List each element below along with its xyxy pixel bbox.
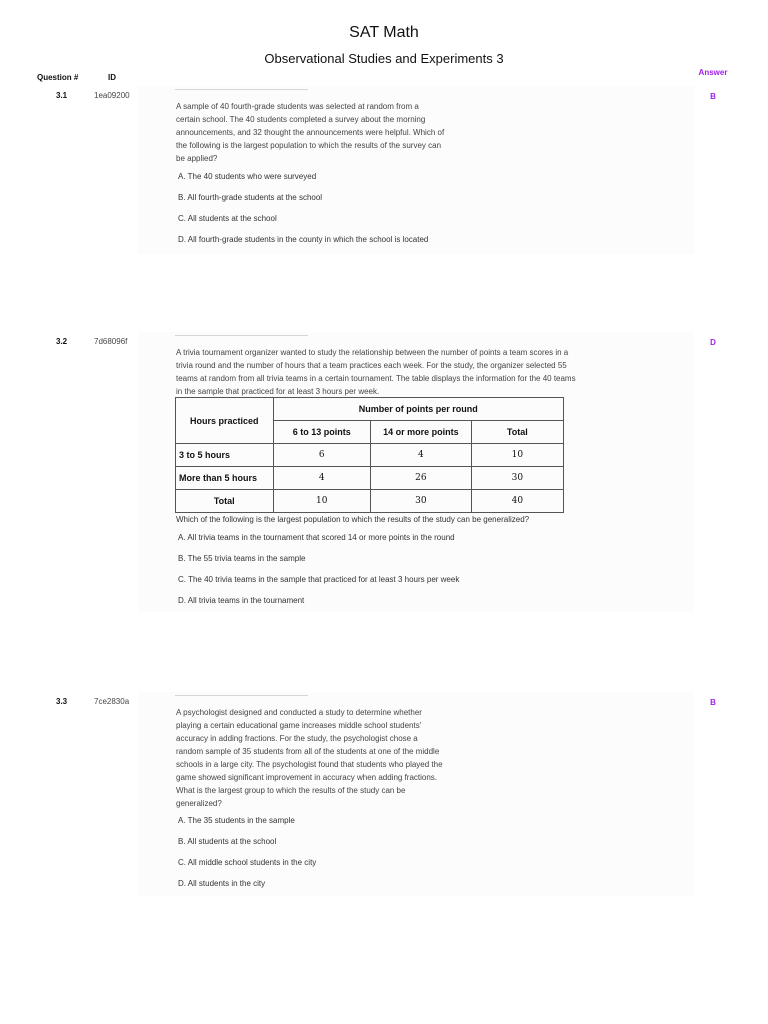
answer-option-d[interactable]: D. All fourth-grade students in the county in which the school is located [178, 235, 429, 244]
question-id: 7d68096f [94, 337, 128, 346]
page-title: SAT Math [349, 24, 419, 41]
stem-line: generalized? [176, 799, 222, 808]
table-row [176, 467, 564, 490]
answer-option-b[interactable]: B. All fourth-grade students at the school [178, 193, 323, 202]
table-cell: 10 [471, 444, 563, 467]
table-row-label: More than 5 hours [176, 467, 274, 490]
question-stem [176, 346, 576, 398]
stem-line: random sample of 35 students from all of the students at one of the middle [176, 747, 440, 756]
table-row-header: Hours practiced [176, 398, 274, 444]
table-cell: 6 [273, 444, 371, 467]
question-divider [175, 89, 308, 90]
column-header-id: ID [108, 73, 116, 82]
stem-line: playing a certain educational game increases middle school students' [176, 721, 422, 730]
question-stem [176, 706, 443, 810]
question-stem [176, 100, 444, 165]
stem-line: game showed significant improvement in accuracy when adding fractions. [176, 773, 438, 782]
answer-option-b[interactable]: B. All students at the school [178, 837, 277, 846]
stem-line: A sample of 40 fourth-grade students was selected at random from a [176, 102, 419, 111]
stem-line: be applied? [176, 154, 218, 163]
question-answer: B [710, 92, 716, 101]
stem-line: What is the largest group to which the results of the study can be [176, 786, 406, 795]
stem-line: A trivia tournament organizer wanted to study the relationship between the number of points a team scores in a [176, 348, 569, 357]
table-cell: 26 [371, 467, 472, 490]
table-cell: 4 [371, 444, 472, 467]
table-column-header: Total [471, 421, 563, 444]
question-id: 1ea09200 [94, 91, 130, 100]
question-id: 7ce2830a [94, 697, 130, 706]
stem-line: announcements, and 32 thought the announcements were helpful. Which of [176, 128, 445, 137]
stem-line: accuracy in adding fractions. For the study, the psychologist chose a [176, 734, 418, 743]
table-row-label: Total [176, 490, 274, 513]
table-row-label: 3 to 5 hours [176, 444, 274, 467]
table-column-header: 14 or more points [371, 421, 472, 444]
table-cell: 30 [471, 467, 563, 490]
table-cell: 40 [471, 490, 563, 513]
table-group-header: Number of points per round [273, 398, 563, 421]
table-cell: 10 [273, 490, 371, 513]
answer-option-c[interactable]: C. All students at the school [178, 214, 277, 223]
stem-line: teams at random from all trivia teams in a certain tournament. The table displays the information for the 40 teams [176, 374, 576, 383]
question-divider [175, 335, 308, 336]
stem-line: the following is the largest population to which the results of the survey can [176, 141, 442, 150]
answer-option-d[interactable]: D. All students in the city [178, 879, 266, 888]
answer-option-a[interactable]: A. All trivia teams in the tournament that scored 14 or more points in the round [178, 533, 455, 542]
answer-option-c[interactable]: C. All middle school students in the city [178, 858, 317, 867]
stem-line: schools in a large city. The psychologist found that students who played the [176, 760, 443, 769]
stem-line: in the sample that practiced for at least 3 hours per week. [176, 387, 380, 396]
answer-option-c[interactable]: C. The 40 trivia teams in the sample that practiced for at least 3 hours per week [178, 575, 460, 584]
answer-option-b[interactable]: B. The 55 trivia teams in the sample [178, 554, 306, 563]
page-subtitle: Observational Studies and Experiments 3 [264, 51, 504, 66]
answer-option-a[interactable]: A. The 40 students who were surveyed [178, 172, 317, 181]
table-row [176, 444, 564, 467]
stem-line: certain school. The 40 students completed a survey about the morning [176, 115, 426, 124]
answer-option-a[interactable]: A. The 35 students in the sample [178, 816, 295, 825]
question-number: 3.3 [56, 697, 68, 706]
table-row [176, 490, 564, 513]
question-answer: D [710, 338, 716, 347]
question-answer: B [710, 698, 716, 707]
table-cell: 30 [371, 490, 472, 513]
stem-line: trivia round and the number of hours that a team practices each week. For the study, the organizer selected 55 [176, 361, 567, 370]
data-table [175, 397, 564, 513]
column-header-answer: Answer [698, 68, 728, 77]
table-column-header: 6 to 13 points [273, 421, 371, 444]
question-divider [175, 695, 308, 696]
stem-line: A psychologist designed and conducted a study to determine whether [176, 708, 422, 717]
answer-option-d[interactable]: D. All trivia teams in the tournament [178, 596, 305, 605]
table-cell: 4 [273, 467, 371, 490]
question-followup: Which of the following is the largest population to which the results of the study can be generalized? [176, 515, 530, 524]
column-header-question: Question # [37, 73, 79, 82]
question-number: 3.2 [56, 337, 68, 346]
question-number: 3.1 [56, 91, 68, 100]
